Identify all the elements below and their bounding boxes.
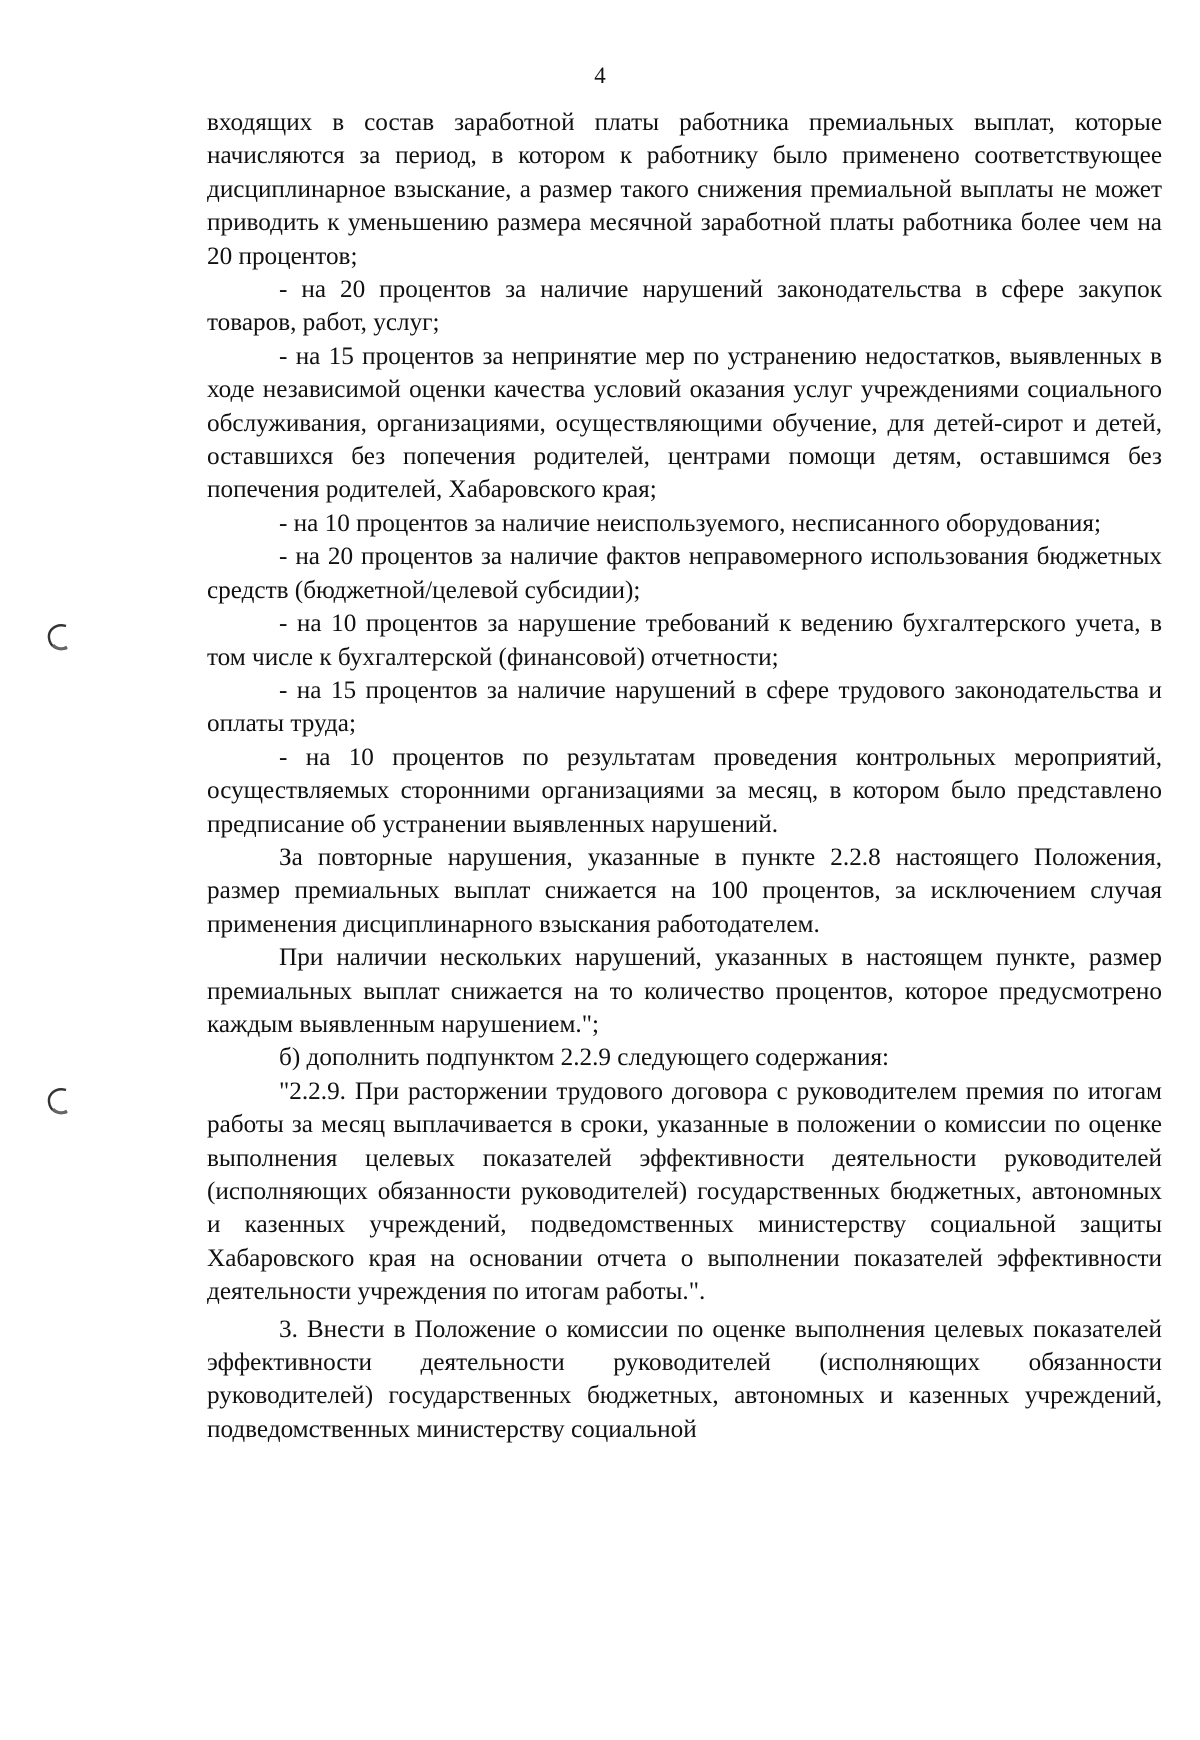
list-item-independent-assessment: - на 15 процентов за непринятие мер по устранению недостатков, выявленных в ходе независимой оценки качества условий оказания услуг учреждениями социального обслуживания, организациями, осуществляющими обучение, для детей-сирот и детей, оставшихся без попечения родителей, центрами помощи детям, оставшимся без попечения родителей, Хабаровского края; (207, 342, 1162, 504)
paragraph-repeat-violations: За повторные нарушения, указанные в пункте 2.2.8 настоящего Положения, размер премиальных выплат снижается на 100 процентов, за исключением случая применения дисциплинарного взыскания работодателем. (207, 843, 1162, 938)
list-item-budget-misuse: - на 20 процентов за наличие фактов неправомерного использования бюджетных средств (бюджетной/целевой субсидии); (207, 543, 1162, 604)
list-item-accounting-violations: - на 10 процентов за нарушение требований к ведению бухгалтерского учета, в том числе к бухгалтерской (финансовой) отчетности; (207, 610, 1162, 671)
list-item-control-measures: - на 10 процентов по результатам проведения контрольных мероприятий, осуществляемых сторонними организациями за месяц, в котором было представлено предписание об устранении выявленных нарушений. (207, 743, 1162, 838)
punch-hole-mark-lower (44, 1084, 70, 1118)
document-body (207, 106, 1162, 1446)
punch-hole-icon (44, 1084, 70, 1118)
paragraph-premium-continuation: входящих в состав заработной платы работника премиальных выплат, которые начисляются за период, в котором к работнику было применено соответствующее дисциплинарное взыскание, а размер такого снижения премиальной выплаты не может приводить к уменьшению размера месячной заработной платы работника более чем на 20 процентов; (207, 109, 1162, 270)
punch-hole-mark-upper (44, 620, 70, 654)
list-item-unused-equipment: - на 10 процентов за наличие неиспользуемого, несписанного оборудования; (279, 509, 1101, 537)
paragraph-subclause-2-2-9: "2.2.9. При расторжении трудового договора с руководителем премия по итогам работы за месяц выплачивается в сроки, указанные в положении о комиссии по оценке выполнения целевых показателей эффективности деятельности руководителей (исполняющих обязанности руководителей) государственных бюджетных, автономных и казенных учреждений, подведомственных министерству социальной защиты Хабаровского края на основании отчета о выполнении показателей эффективности деятельности учреждения по итогам работы.". (207, 1077, 1162, 1306)
list-item-procurement-violations: - на 20 процентов за наличие нарушений законодательства в сфере закупок товаров, работ, услуг; (207, 276, 1162, 337)
paragraph-multiple-violations: При наличии нескольких нарушений, указанных в настоящем пункте, размер премиальных выплат снижается на то количество процентов, которое предусмотрено каждым выявленным нарушением."; (207, 944, 1162, 1038)
paragraph-item-3: 3. Внести в Положение о комиссии по оценке выполнения целевых показателей эффективности деятельности руководителей (исполняющих обязанности руководителей) государственных бюджетных, автономных и казенных учреждений, подведомственных министерству социальной (207, 1315, 1162, 1443)
punch-hole-icon (44, 620, 70, 654)
list-item-labor-law-violations: - на 15 процентов за наличие нарушений в сфере трудового законодательства и оплаты труда; (207, 676, 1162, 738)
page-number: 4 (594, 63, 606, 88)
paragraph-add-subclause: б) дополнить подпунктом 2.2.9 следующего содержания: (279, 1044, 890, 1072)
